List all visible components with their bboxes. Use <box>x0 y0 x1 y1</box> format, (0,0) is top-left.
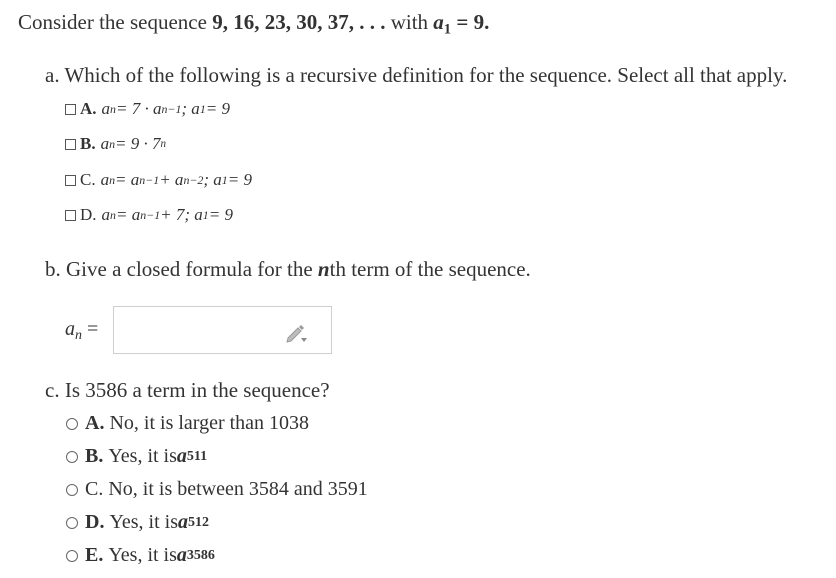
part-c-option-e[interactable] <box>66 544 215 567</box>
answer-label <box>65 318 98 344</box>
opt-sub: n−1 <box>140 207 161 222</box>
opt-sub: n−2 <box>183 172 204 187</box>
checkbox-a[interactable] <box>65 104 76 115</box>
problem-intro <box>18 10 489 38</box>
checkbox-d[interactable] <box>65 210 76 221</box>
label-eq: = <box>82 318 99 340</box>
opt-sub: 1 <box>199 101 206 116</box>
radio-b[interactable] <box>66 451 78 463</box>
part-b-post: th term of the sequence. <box>329 257 531 281</box>
option-letter: A. <box>80 99 97 118</box>
opt-end: = 9 <box>208 205 233 224</box>
part-a-question: a. Which of the following is a recursive definition for the sequence. Select all that apply. <box>45 63 788 87</box>
part-a-option-d[interactable] <box>65 205 233 225</box>
option-letter: C. <box>80 170 96 189</box>
part-b-n: n <box>317 257 330 281</box>
opt-sub: n−1 <box>139 172 160 187</box>
opt-sub: n <box>109 172 116 187</box>
label-sub: n <box>75 328 82 344</box>
part-c-option-a[interactable] <box>66 412 309 435</box>
opt-end: = 9 <box>205 99 230 118</box>
option-var: a <box>176 544 187 566</box>
option-text: No, it is larger than 1038 <box>109 412 310 434</box>
opt-var: a <box>101 99 111 118</box>
intro-with: with <box>385 10 434 34</box>
opt-mid: = a <box>115 205 141 224</box>
opt-sub: n <box>110 207 116 222</box>
option-letter: D. <box>85 511 105 533</box>
closed-formula-input[interactable] <box>113 306 332 354</box>
intro-var: a <box>433 10 444 34</box>
radio-a[interactable] <box>66 418 78 430</box>
radio-e[interactable] <box>66 550 78 562</box>
part-b-question <box>45 257 531 282</box>
part-a-option-a[interactable] <box>65 99 230 119</box>
option-var: a <box>178 511 189 533</box>
opt-plus: + a <box>159 170 184 189</box>
option-text: Yes, it is <box>109 511 179 533</box>
label-var: a <box>65 318 75 340</box>
part-c-option-d[interactable] <box>66 511 209 534</box>
checkbox-c[interactable] <box>65 175 76 186</box>
pencil-icon[interactable] <box>284 321 308 345</box>
opt-post: ; a <box>181 99 200 118</box>
option-text: No, it is between 3584 and 3591 <box>108 478 368 500</box>
intro-sub: 1 <box>443 21 452 38</box>
opt-sub: n−1 <box>161 101 182 116</box>
option-letter: E. <box>85 544 104 566</box>
opt-sub: 1 <box>202 207 209 222</box>
part-c-question: c. Is 3586 a term in the sequence? <box>45 378 330 402</box>
opt-var: a <box>100 170 110 189</box>
intro-equals: = 9. <box>451 10 490 34</box>
opt-post: + 7; a <box>160 205 203 224</box>
intro-lead: Consider the sequence <box>18 10 213 34</box>
option-sub: 511 <box>186 448 208 464</box>
part-a-option-b[interactable] <box>65 134 166 154</box>
option-sub: 3586 <box>186 547 215 563</box>
part-a-option-c[interactable] <box>65 170 252 190</box>
option-sub: 512 <box>188 514 210 530</box>
intro-sequence: 9, 16, 23, 30, 37, . . . <box>212 10 386 34</box>
option-var: a <box>176 445 187 467</box>
opt-sub: n <box>109 136 116 151</box>
part-c-option-b[interactable] <box>66 445 207 468</box>
opt-mid: = 7 · a <box>115 99 162 118</box>
option-letter: B. <box>80 134 96 153</box>
radio-c[interactable] <box>66 484 78 496</box>
part-b-pre: b. Give a closed formula for the <box>45 257 318 281</box>
opt-sub: n <box>110 101 116 116</box>
part-c-option-c[interactable] <box>66 478 368 501</box>
checkbox-b[interactable] <box>65 139 76 150</box>
opt-sub: 1 <box>221 172 228 187</box>
opt-mid: = a <box>115 170 140 189</box>
option-letter: A. <box>85 412 105 434</box>
option-letter: D. <box>80 205 97 224</box>
option-letter: C. <box>85 478 104 500</box>
opt-end: = 9 <box>227 170 252 189</box>
opt-var: a <box>101 205 111 224</box>
option-letter: B. <box>85 445 104 467</box>
radio-d[interactable] <box>66 517 78 529</box>
option-text: Yes, it is <box>108 544 177 566</box>
opt-sup: n <box>160 138 167 150</box>
opt-post: ; a <box>203 170 222 189</box>
option-text: Yes, it is <box>108 445 177 467</box>
opt-mid: = 9 · 7 <box>115 134 161 153</box>
opt-var: a <box>100 134 110 153</box>
